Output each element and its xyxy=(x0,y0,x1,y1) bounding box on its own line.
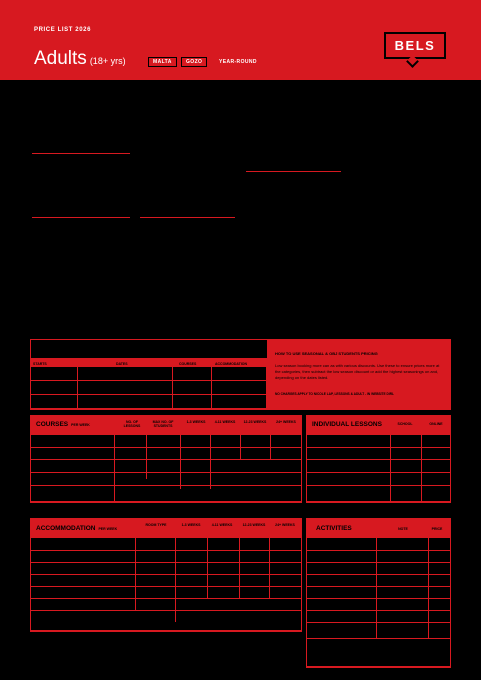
booking-cell[interactable] xyxy=(31,367,77,380)
grid-line xyxy=(269,538,270,598)
grid-line xyxy=(307,638,450,639)
grid-line xyxy=(307,562,450,563)
divider-rule xyxy=(140,217,235,218)
grid-line xyxy=(31,472,301,473)
accommodation-col-4-11: 4-11 WEEKS xyxy=(211,523,233,527)
grid-line xyxy=(31,562,301,563)
courses-col-4-11: 4-11 WEEKS xyxy=(214,420,236,424)
courses-col-lessons: NO. OF LESSONS xyxy=(123,420,141,428)
courses-col-max-students: MAX NO. OF STUDENTS xyxy=(152,420,174,428)
activities-title: ACTIVITIES xyxy=(316,525,352,532)
badge-gozo: GOZO xyxy=(181,57,207,67)
grid-line xyxy=(428,538,429,638)
courses-title xyxy=(36,421,90,428)
booking-cell[interactable] xyxy=(31,381,77,394)
header-banner xyxy=(0,0,481,80)
booking-cell[interactable] xyxy=(173,381,211,394)
courses-table xyxy=(30,415,302,503)
activities-table xyxy=(306,518,451,668)
grid-line xyxy=(31,447,301,448)
grid-line xyxy=(180,435,181,489)
grid-line xyxy=(307,622,450,623)
grid-line xyxy=(390,435,391,501)
courses-title-text: COURSES xyxy=(36,421,69,428)
booking-cell[interactable] xyxy=(78,395,172,408)
accommodation-title-text: ACCOMMODATION xyxy=(36,525,96,532)
booking-panel xyxy=(30,339,451,410)
booking-col-courses: COURSES xyxy=(179,362,197,366)
price-list-label: PRICE LIST 2026 xyxy=(34,27,92,33)
accommodation-col-room-type: ROOM TYPE xyxy=(145,523,167,527)
accommodation-col-12-23: 12-23 WEEKS xyxy=(242,523,266,527)
accommodation-col-1-3: 1-3 WEEKS xyxy=(181,523,201,527)
divider-rule xyxy=(246,171,341,172)
courses-table-body[interactable] xyxy=(31,435,301,501)
divider-rule xyxy=(32,217,130,218)
badge-malta: MALTA xyxy=(148,57,177,67)
individual-title: INDIVIDUAL LESSONS xyxy=(312,421,382,428)
pricing-note-footer: NO CHARGES APPLY TO NICOLE LAP, LESSONS & ADULT - IN WEBSITE DIRL xyxy=(275,392,394,396)
title-text: Adults xyxy=(34,48,87,69)
activities-col-note: NOTE xyxy=(398,527,408,531)
page-title xyxy=(34,48,126,70)
individual-table-body[interactable] xyxy=(307,435,450,501)
title-sub: (18+ yrs) xyxy=(89,56,126,66)
accommodation-col-24plus: 24+ WEEKS xyxy=(275,523,295,527)
grid-line xyxy=(376,538,377,638)
booking-cell[interactable] xyxy=(78,367,172,380)
accommodation-table xyxy=(30,518,302,632)
booking-cell[interactable] xyxy=(31,395,77,408)
grid-line xyxy=(239,538,240,598)
grid-line xyxy=(307,472,450,473)
accommodation-title-sub: PER WEEK xyxy=(98,527,118,531)
grid-line xyxy=(307,459,450,460)
grid-line xyxy=(31,586,301,587)
grid-line xyxy=(307,447,450,448)
grid-line xyxy=(31,610,301,611)
divider-rule xyxy=(32,153,130,154)
pricing-note-title: HOW TO USE SEASONAL & OBJ STUDENTS PRICING xyxy=(275,351,378,356)
booking-cell[interactable] xyxy=(212,381,266,394)
courses-col-24plus: 24+ WEEKS xyxy=(276,420,296,424)
courses-col-12-23: 12-23 WEEKS xyxy=(243,420,267,424)
year-round-label: YEAR-ROUND xyxy=(219,59,257,65)
grid-line xyxy=(307,485,450,486)
booking-cell[interactable] xyxy=(78,381,172,394)
accommodation-table-body[interactable] xyxy=(31,538,301,630)
grid-line xyxy=(31,459,301,460)
grid-line xyxy=(307,586,450,587)
grid-line xyxy=(31,550,301,551)
grid-line xyxy=(421,435,422,501)
individual-col-online: ONLINE xyxy=(429,422,443,426)
booking-col-dates: DATES xyxy=(116,362,128,366)
booking-cell[interactable] xyxy=(212,367,266,380)
grid-line xyxy=(307,550,450,551)
booking-cell[interactable] xyxy=(173,395,211,408)
bels-logo: BELS xyxy=(384,32,446,59)
grid-line xyxy=(31,598,301,599)
grid-line xyxy=(207,538,208,598)
individual-lessons-table xyxy=(306,415,451,503)
grid-line xyxy=(307,598,450,599)
booking-header-block xyxy=(31,340,267,358)
accommodation-title xyxy=(36,525,117,532)
grid-line xyxy=(307,574,450,575)
grid-line xyxy=(114,435,115,501)
grid-line xyxy=(210,435,211,489)
booking-col-accommodation: ACCOMMODATION xyxy=(215,362,248,366)
grid-line xyxy=(31,574,301,575)
activities-col-price: PRICE xyxy=(431,527,443,531)
booking-col-starts: STARTS xyxy=(33,362,47,366)
courses-col-1-3: 1-3 WEEKS xyxy=(186,420,206,424)
courses-title-sub: PER WEEK xyxy=(71,423,90,427)
pricing-note-body: Low season booking more can as with various discounts. Use these to ensure prices more at the categories, then subtract the low season discount or add the highest seasonings on and, depending on the dates listed. xyxy=(275,363,440,380)
grid-line xyxy=(307,610,450,611)
individual-col-school: SCHOOL xyxy=(397,422,413,426)
grid-line xyxy=(31,485,301,486)
booking-cell[interactable] xyxy=(173,367,211,380)
booking-cell[interactable] xyxy=(212,395,266,408)
